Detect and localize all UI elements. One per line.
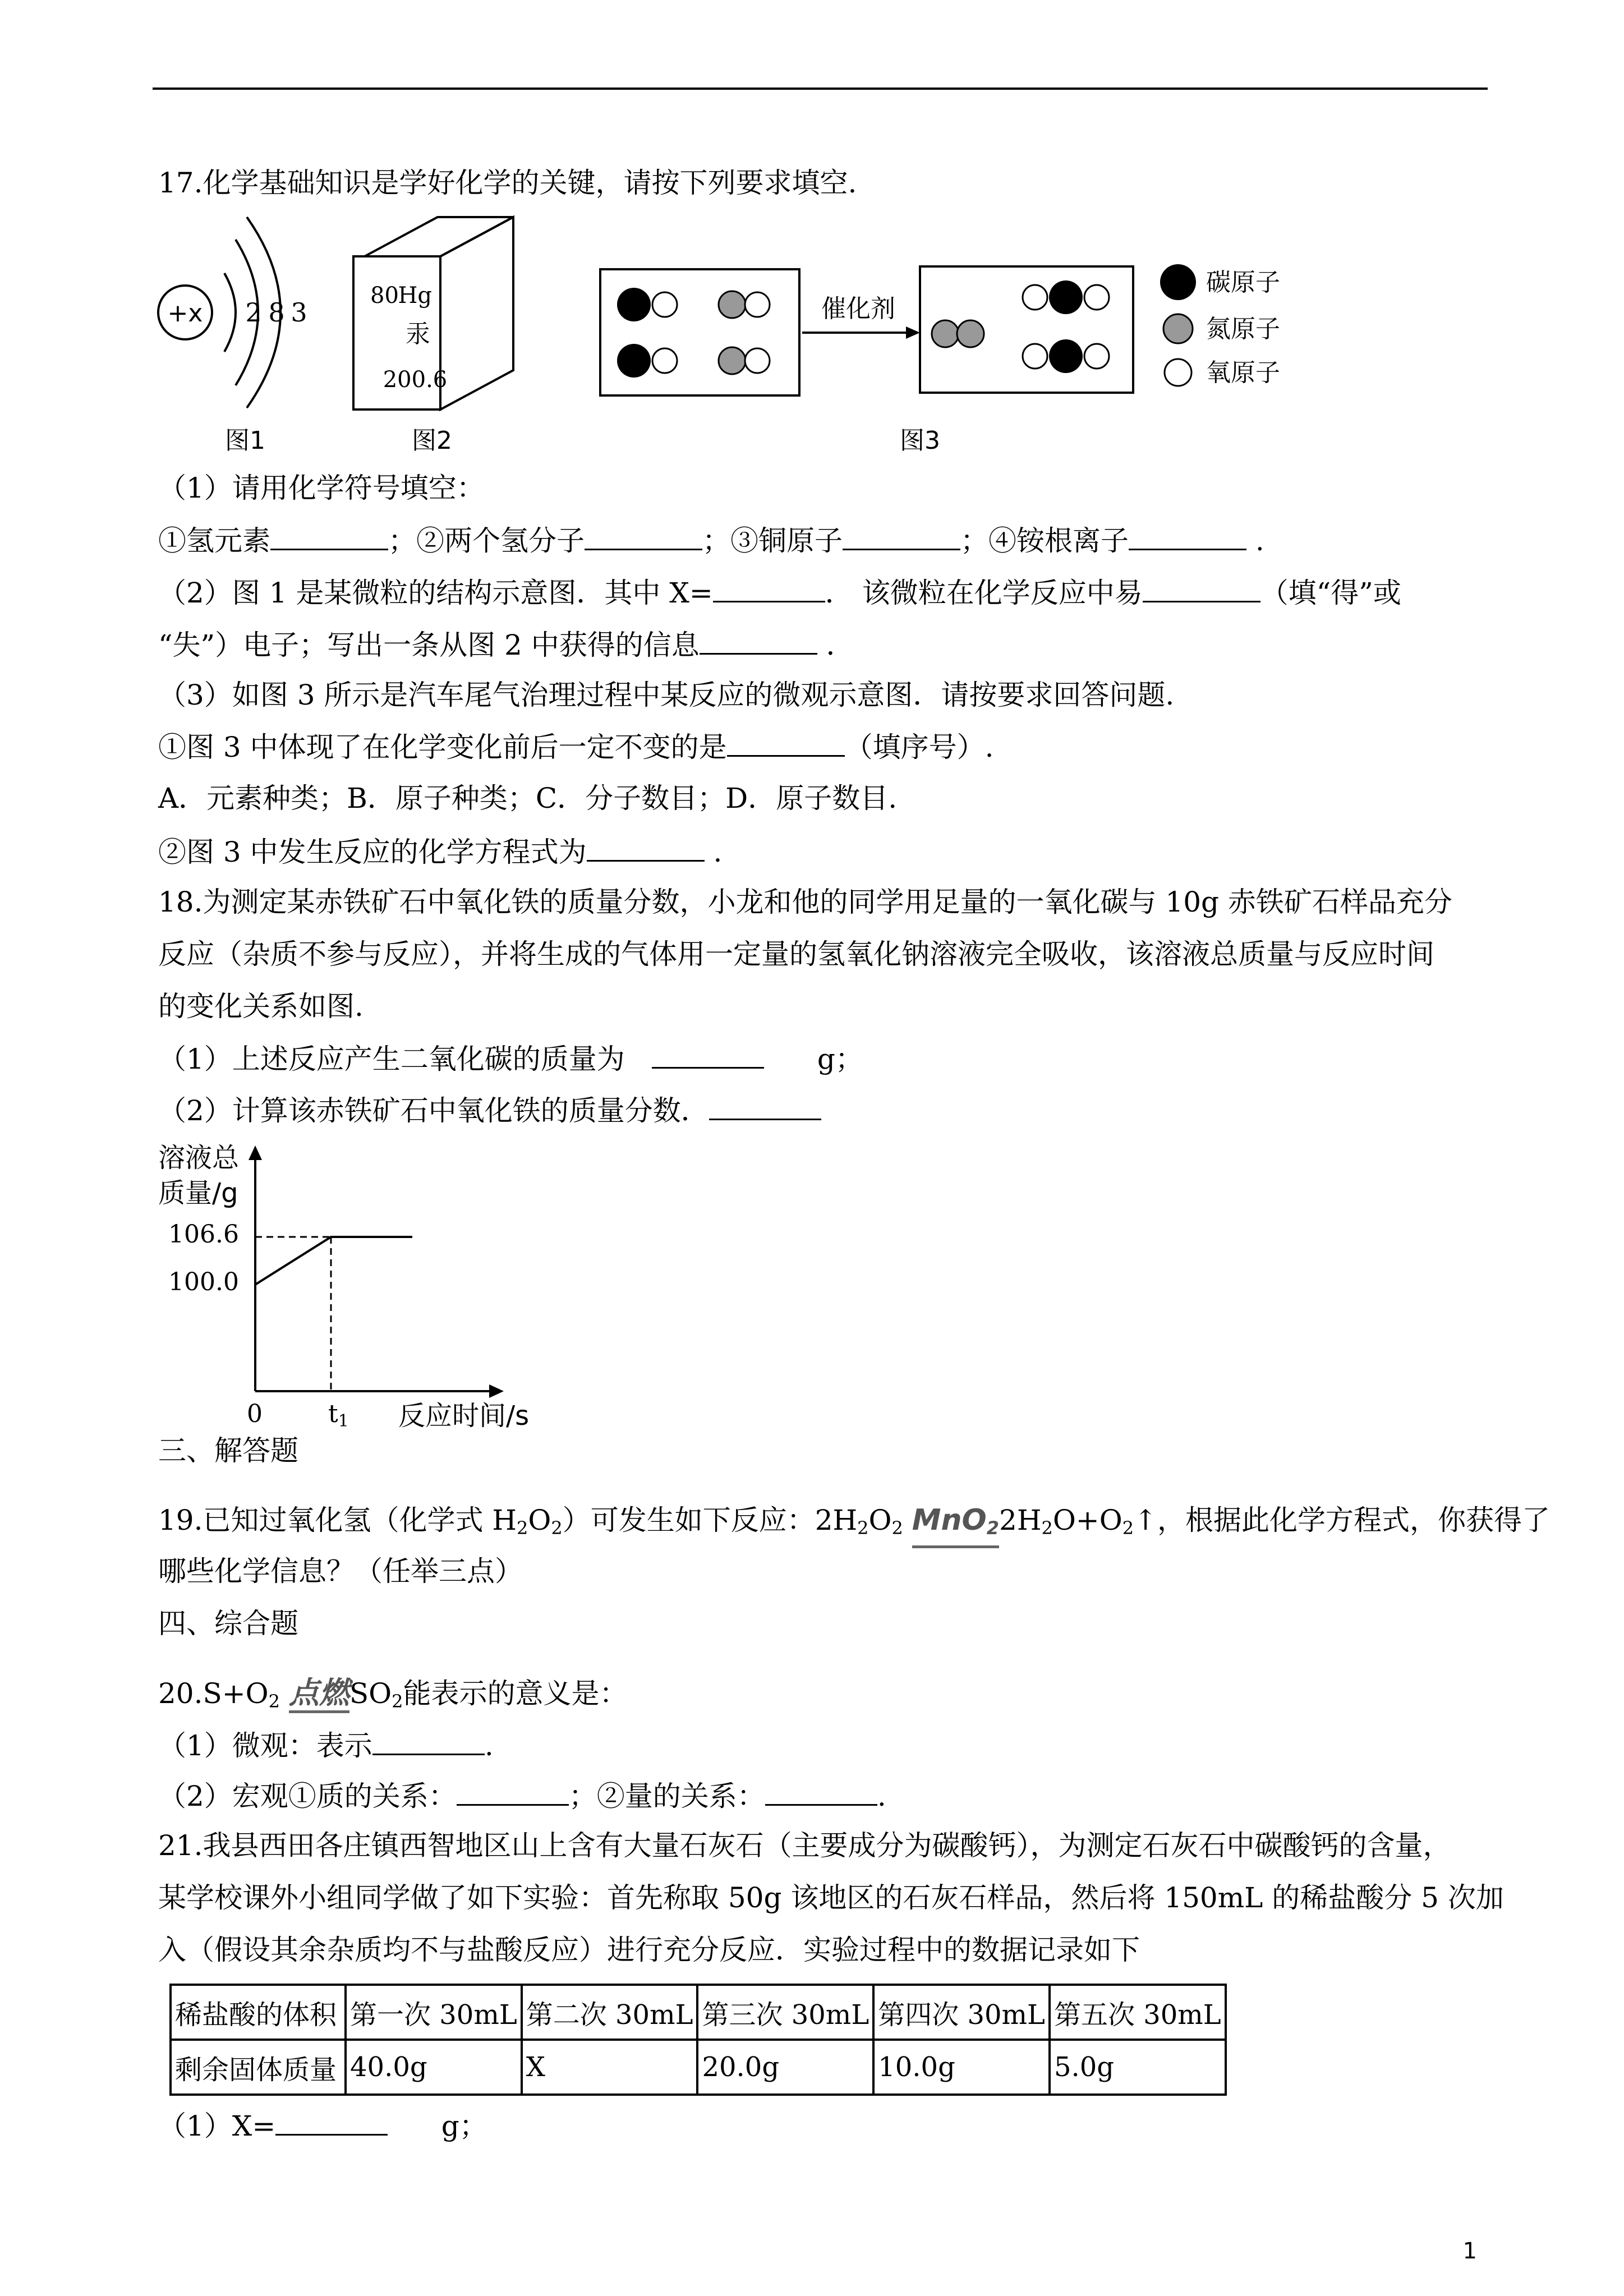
chart-x-arrow: [489, 1384, 504, 1398]
table-cell: 5.0g: [1050, 2040, 1226, 2095]
q17-part3-q2: ②图 3 中发生反应的化学方程式为 .: [158, 834, 722, 869]
q18-sub2: （2）计算该赤铁矿石中氧化铁的质量分数．: [158, 1093, 821, 1128]
legend-nitrogen: 氮原子: [1206, 315, 1280, 343]
chart-ylabel-2: 质量/g: [158, 1177, 238, 1209]
q17-title: 17.化学基础知识是学好化学的关键，请按下列要求填空.: [158, 167, 857, 199]
q17-part1-items: ①氢元素 ；②两个氢分子 ；③铜原子 ；④铵根离子 .: [158, 523, 1264, 558]
fig2-atomic-mass: 200.6: [383, 367, 448, 393]
page-number: 1: [1462, 2238, 1477, 2264]
section-3-heading: 三、解答题: [158, 1434, 298, 1467]
legend-carbon: 碳原子: [1206, 268, 1280, 297]
chart-xlabel: 反应时间/s: [398, 1400, 530, 1432]
table-cell: 第四次 30mL: [873, 1985, 1050, 2040]
chart-ytick-low: 100.0: [168, 1268, 239, 1296]
chart-series-line: [255, 1237, 412, 1285]
fig2-element-name: 汞: [406, 320, 430, 348]
fig2-caption: 图2: [412, 426, 452, 455]
q20-sub2: （2）宏观①质的关系： ；②量的关系： .: [158, 1778, 886, 1813]
chart-xtick-origin: 0: [247, 1400, 263, 1428]
table-cell: 第二次 30mL: [522, 1985, 698, 2040]
fig1-shell-count-2: 8: [268, 297, 285, 328]
fig1-nucleus-label: +x: [167, 299, 203, 328]
q21-line1: 21.我县西田各庄镇西智地区山上含有大量石灰石（主要成分为碳酸钙），为测定石灰石中碳酸钙的含量，: [158, 1829, 1451, 1862]
fig1-shell-1: [224, 273, 236, 352]
q19-line1: 19.已知过氧化氢（化学式 $H_2O_2$）可发生如下反应：$2H_2O_2$ MnO$_2$ $2H_2O+O_2↑$，根据此化学方程式，你获得了: [158, 1503, 1550, 1545]
q18-line1: 18.为测定某赤铁矿石中氧化铁的质量分数，小龙和他的同学用足量的一氧化碳与 10g 赤铁矿石样品充分: [158, 886, 1452, 918]
table-cell: 第三次 30mL: [697, 1985, 873, 2040]
chart-xtick-t1: t1: [328, 1400, 349, 1431]
legend-nitrogen-swatch: [1163, 314, 1193, 343]
fig1-shell-count-3: 3: [291, 297, 307, 328]
fig2-element-cube: [353, 217, 513, 409]
fig1-shell-count-1: 2: [245, 297, 262, 328]
section-4-heading: 四、综合题: [158, 1607, 298, 1640]
q21-sub1: （1）X= g；: [158, 2108, 487, 2143]
chart-y-arrow: [249, 1145, 262, 1160]
q17-part3-options: A．元素种类；B．原子种类；C．分子数目；D．原子数目.: [158, 782, 898, 815]
table-cell: 剩余固体质量: [171, 2040, 346, 2095]
table-cell: X: [522, 2040, 698, 2095]
fig3-reaction-diagram: [600, 264, 1280, 395]
legend-oxygen-swatch: [1165, 359, 1191, 386]
q18-line2: 反应（杂质不参与反应），并将生成的气体用一定量的氢氧化钠溶液完全吸收，该溶液总质量与反应时间: [158, 938, 1434, 970]
legend-carbon-swatch: [1160, 264, 1196, 300]
q20-sub1: （1）微观：表示 .: [158, 1728, 494, 1763]
q20-ignition-condition: 点燃: [289, 1676, 349, 1710]
q17-part3-q1: ①图 3 中体现了在化学变化前后一定不变的是 （填序号）.: [158, 729, 994, 764]
table-row: [171, 1985, 1226, 2040]
q17-part2-line1: （2）图 1 是某微粒的结构示意图．其中 X= ． 该微粒在化学反应中易 （填“得”或: [158, 575, 1401, 610]
fig1-caption: 图1: [225, 426, 265, 455]
header-rule: [153, 88, 1488, 90]
table-cell: 第一次 30mL: [346, 1985, 522, 2040]
q17-part1-head: （1）请用化学符号填空：: [158, 472, 485, 504]
table-cell: 稀盐酸的体积: [171, 1985, 346, 2040]
q21-line3: 入（假设其余杂质均不与盐酸反应）进行充分反应．实验过程中的数据记录如下: [158, 1934, 1140, 1966]
chart-ylabel-1: 溶液总: [158, 1142, 240, 1174]
table-cell: 20.0g: [697, 2040, 873, 2095]
table-cell: 第五次 30mL: [1050, 1985, 1226, 2040]
q17-part2-line2: “失”）电子；写出一条从图 2 中获得的信息 ．: [158, 627, 854, 662]
q19-line2: 哪些化学信息？（任举三点）: [158, 1555, 523, 1588]
q19-catalyst-over-arrow: MnO$_2$: [912, 1503, 999, 1545]
fig2-symbol: Hg: [398, 283, 432, 309]
q18-line3: 的变化关系如图.: [158, 990, 364, 1023]
fig1-atom-diagram: [158, 217, 307, 408]
fig2-atomic-number: 80: [370, 283, 399, 309]
fig3-caption: 图3: [900, 426, 940, 455]
table-row: [171, 2040, 1226, 2095]
q21-line2: 某学校课外小组同学做了如下实验：首先称取 50g 该地区的石灰石样品，然后将 150mL 的稀盐酸分 5 次加: [158, 1881, 1504, 1914]
fig3-arrow-label: 催化剂: [821, 295, 895, 323]
q18-mass-time-chart: [0, 1128, 1624, 1442]
q21-data-table: [169, 1984, 1227, 2096]
table-cell: 10.0g: [873, 2040, 1050, 2095]
table-cell: 40.0g: [346, 2040, 522, 2095]
q20-equation: $20.S+O_2$ 点燃 $SO_2$能表示的意义是：: [158, 1675, 628, 1712]
q17-part3-head: （3）如图 3 所示是汽车尾气治理过程中某反应的微观示意图．请按要求回答问题.: [158, 679, 1175, 711]
chart-ytick-high: 106.6: [168, 1220, 239, 1249]
legend-oxygen: 氧原子: [1206, 358, 1280, 387]
q18-sub1: （1）上述反应产生二氧化碳的质量为 g；: [158, 1041, 863, 1076]
